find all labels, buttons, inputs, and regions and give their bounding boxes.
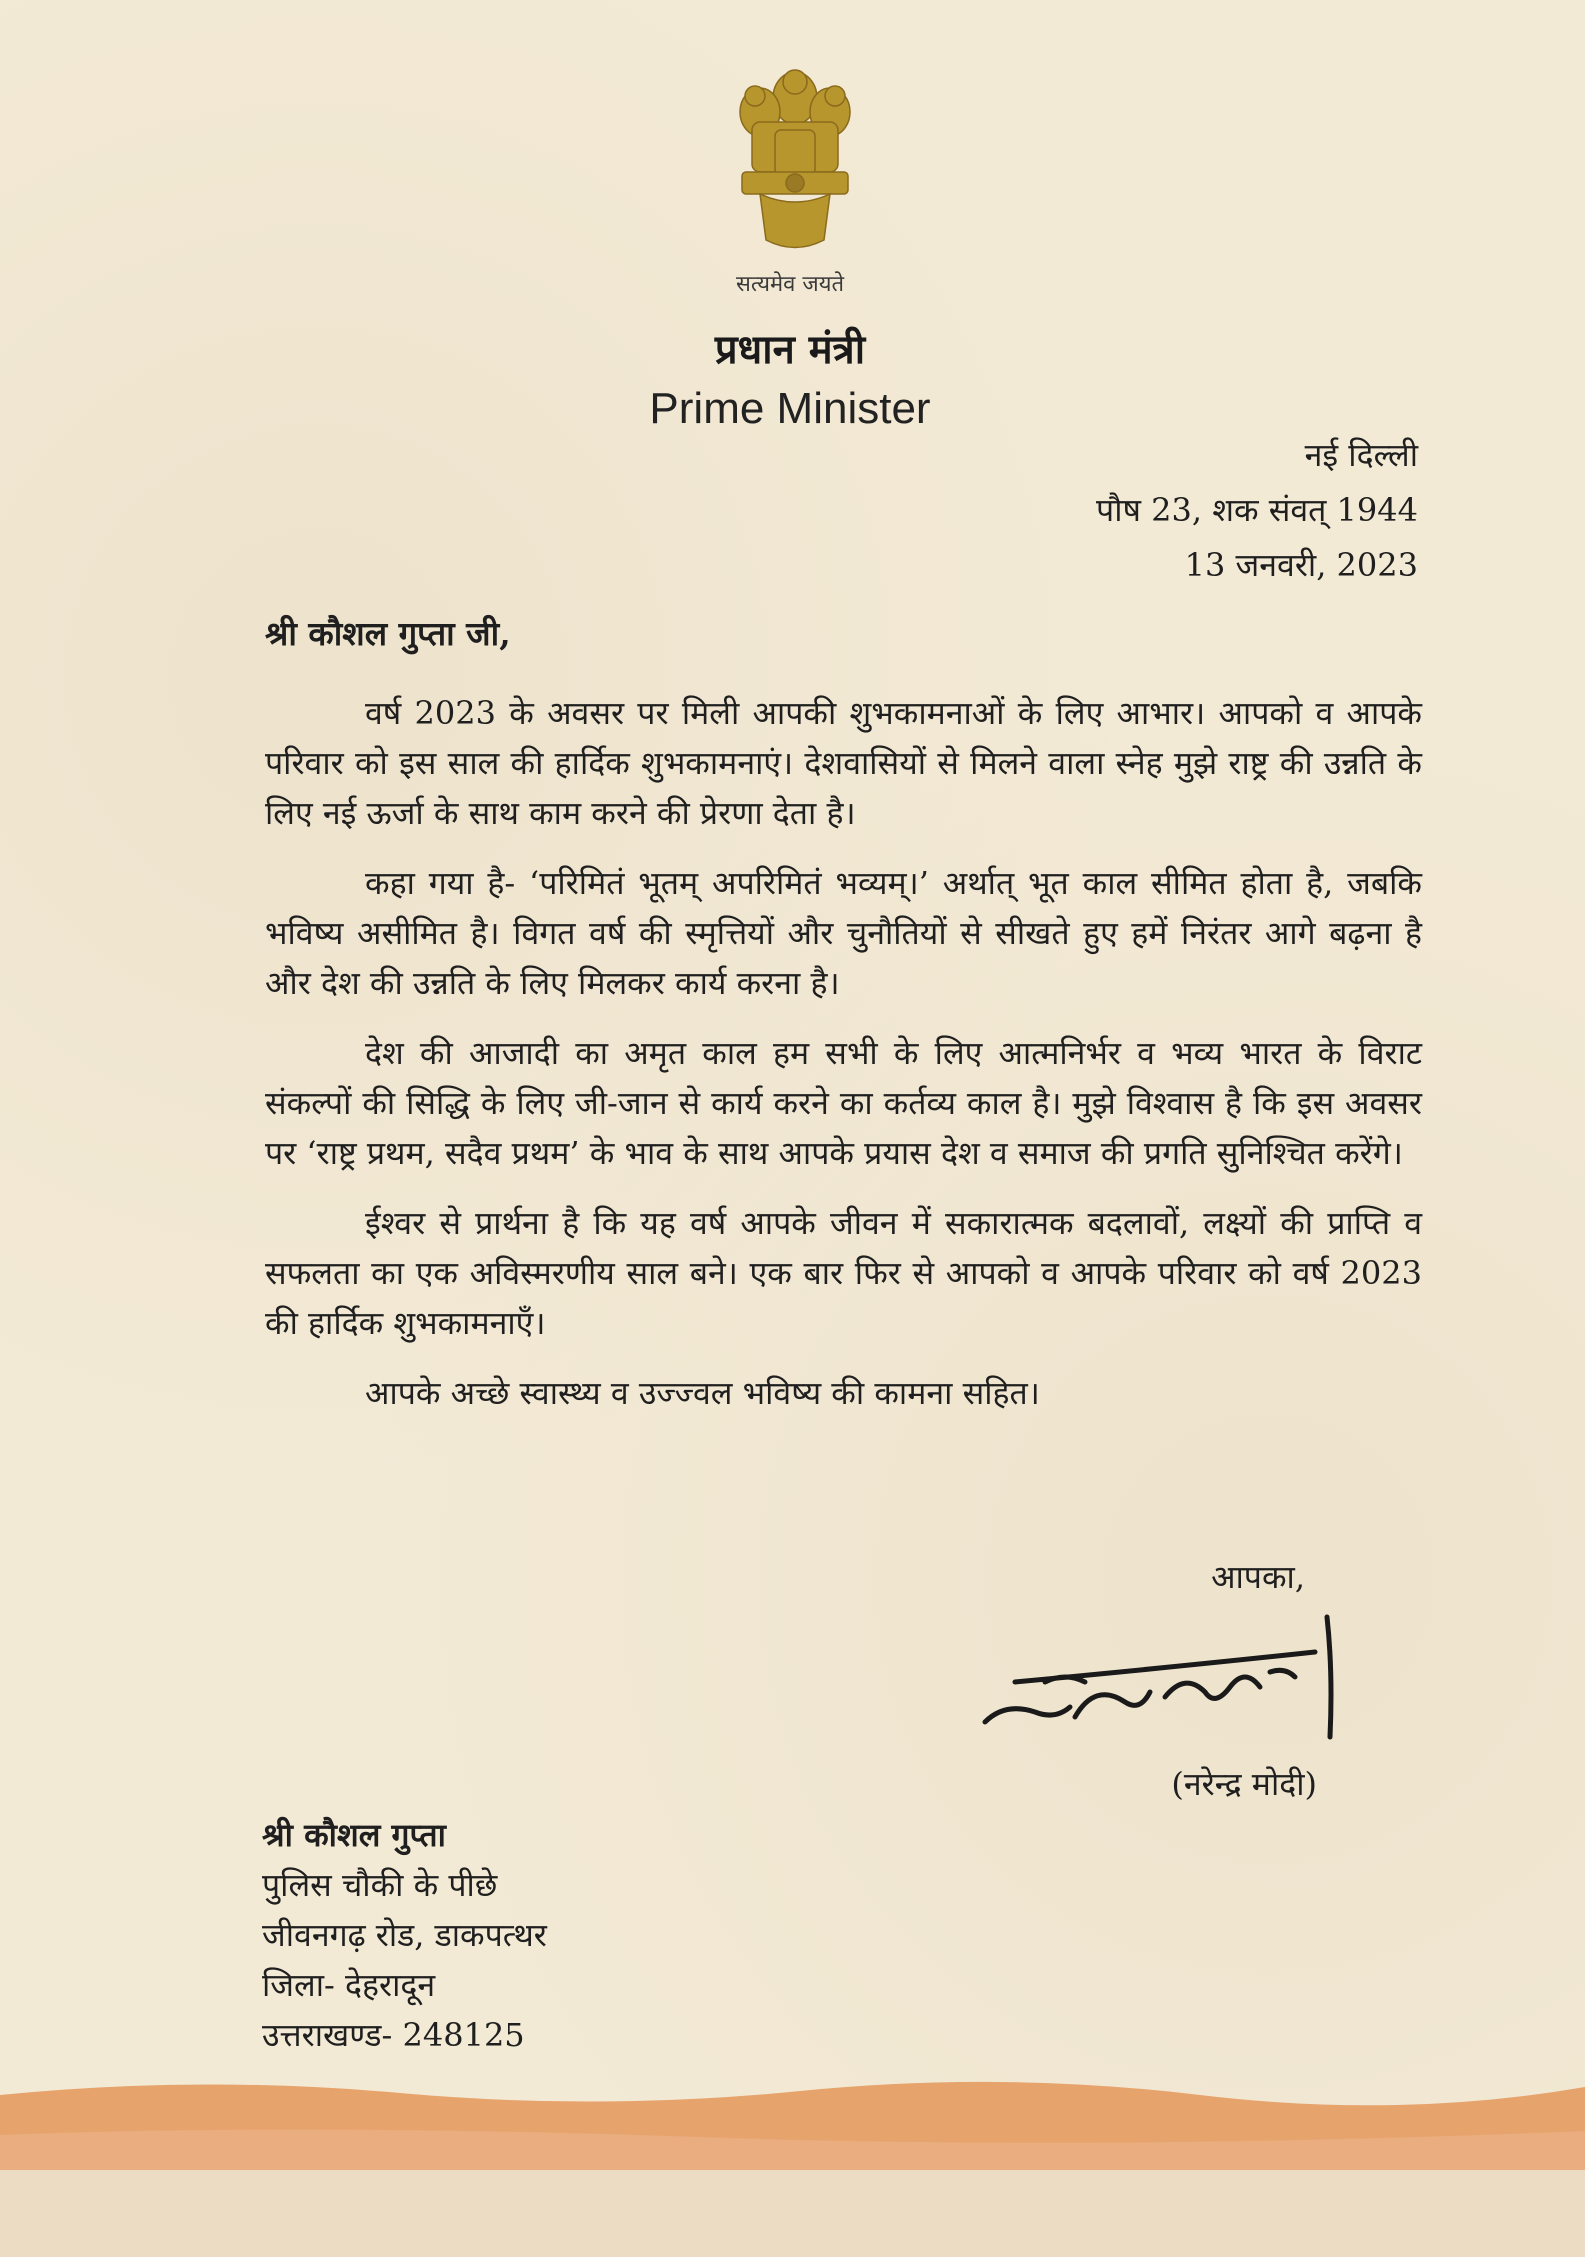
body-paragraph: आपके अच्छे स्वास्थ्य व उज्ज्वल भविष्य की कामना सहित। — [365, 1374, 1040, 1412]
emblem-motto: सत्यमेव जयते — [735, 272, 845, 297]
shaka-date: पौष 23, शक संवत् 1944 — [1096, 491, 1418, 529]
decorative-footer-band — [0, 2075, 1585, 2257]
closing: आपका, — [1211, 1558, 1305, 1596]
address-line: पुलिस चौकी के पीछे — [262, 1866, 498, 1904]
date-block — [1096, 428, 1418, 593]
address-line: उत्तराखण्ड- 248125 — [262, 2016, 525, 2054]
recipient-name: श्री कौशल गुप्ता — [262, 1816, 446, 1854]
body-paragraph: ईश्वर से प्रार्थना है कि यह वर्ष आपके जीवन में सकारात्मक बदलावों, लक्ष्यों की प्राप्ति व सफलता का एक अविस्मरणीय साल बने। एक बार फिर से आपको व आपके परिवार को वर्ष 2023 की हार्दिक शुभकामनाएँ। — [265, 1204, 1422, 1342]
gregorian-date: 13 जनवरी, 2023 — [1184, 546, 1418, 584]
letter-body — [265, 688, 1422, 1438]
salutation: श्री कौशल गुप्ता जी, — [265, 614, 511, 653]
address-line: जिला- देहरादून — [262, 1966, 436, 2004]
national-emblem-icon — [720, 60, 870, 260]
recipient-address — [262, 1810, 547, 2060]
letterhead-title-hindi: प्रधान मंत्री — [714, 326, 866, 373]
address-line: जीवनगढ़ रोड, डाकपत्थर — [262, 1916, 547, 1954]
place: नई दिल्ली — [1304, 436, 1418, 474]
letterhead-title-english: Prime Minister — [649, 384, 931, 433]
body-paragraph: कहा गया है- ‘परिमितं भूतम् अपरिमितं भव्यम्।’ अर्थात् भूत काल सीमित होता है, जबकि भविष्य असीमित है। विगत वर्ष की स्मृत्तियों और चुनौतियों से सीखते हुए हमें निरंतर आगे बढ़ना है और देश की उन्नति के लिए मिलकर कार्य करना है। — [265, 864, 1422, 1002]
signature-icon — [975, 1612, 1365, 1762]
signatory-name: (नरेन्द्र मोदी) — [1171, 1765, 1317, 1803]
body-paragraph: वर्ष 2023 के अवसर पर मिली आपकी शुभकामनाओं के लिए आभार। आपको व आपके परिवार को इस साल की हार्दिक शुभकामनाएं। देशवासियों से मिलने वाला स्नेह मुझे राष्ट्र की उन्नति के लिए नई ऊर्जा के साथ काम करने की प्रेरणा देता है। — [265, 694, 1422, 832]
body-paragraph: देश की आजादी का अमृत काल हम सभी के लिए आत्मनिर्भर व भव्य भारत के विराट संकल्पों की सिद्धि के लिए जी-जान से कार्य करने का कर्तव्य काल है। मुझे विश्वास है कि इस अवसर पर ‘राष्ट्र प्रथम, सदैव प्रथम’ के भाव के साथ आपके प्रयास देश व समाज की प्रगति सुनिश्चित करेंगे। — [265, 1034, 1422, 1172]
